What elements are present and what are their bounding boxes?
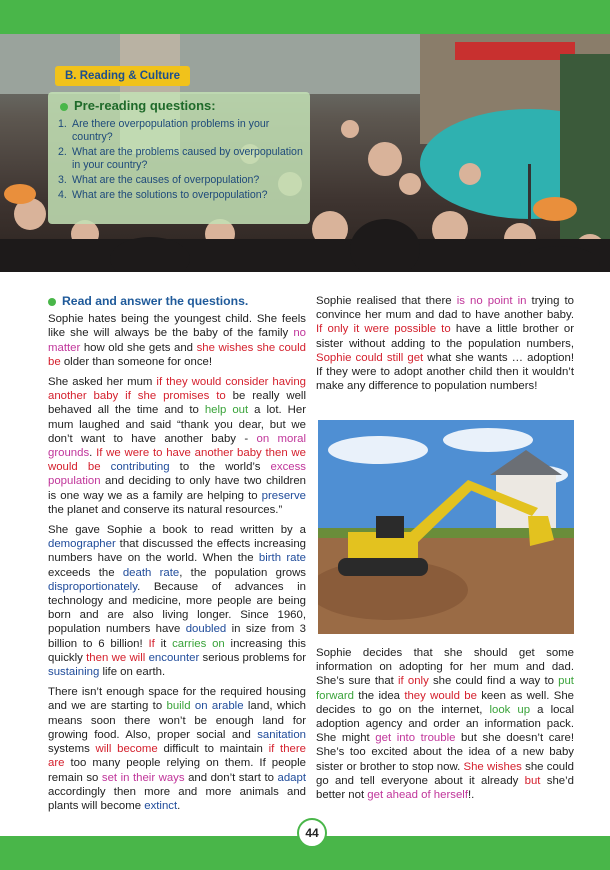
- list-item: 3. What are the causes of overpopulation?: [58, 174, 260, 186]
- list-item: 4. What are the solutions to overpopulation?: [58, 189, 268, 201]
- paragraph: Sophie hates being the youngest child. She feels like she will always be the baby of the family no matter how old she gets and she wishes she could be older than someone for once!: [48, 313, 307, 368]
- list-item: 2. What are the problems caused by overpopulation in your country?: [58, 146, 303, 171]
- section-tag: B. Reading & Culture: [55, 66, 190, 86]
- top-green-bar: [0, 0, 610, 34]
- prereading-heading: Pre-reading questions:: [60, 98, 216, 113]
- list-item: 1. Are there overpopulation problems in your country?: [58, 118, 270, 143]
- bullet-icon: [60, 103, 68, 111]
- right-column: [316, 294, 574, 399]
- paragraph: She gave Sophie a book to read written by a demographer that discussed the effects increasing numbers have on the world. When the birth rate exceeds the death rate, the population grows disproportionately. Because of advances in technology and medicine, more people are being born and are also living longer. Since 1960, population numbers have doubled in size from 3 billion to 6 billion! If it carries on increasing this quickly then we will encounter serious problems for sustaining life on earth.: [48, 524, 306, 679]
- prereading-list: [58, 118, 306, 204]
- excavator-photo: [318, 420, 574, 634]
- paragraph: Sophie decides that she should get some information on adopting for her mum and dad. She’s sure that if only she could find a way to put forward the idea they would be keen as well. She decides to go on the internet, look up a local adoption agency and order an information pack. She might get into trouble but she doesn’t care! She’s too excited about the idea of a new baby sister or brother to stop now. She wishes she could go and tell everyone about it already but she’d better not get ahead of herself!.: [316, 647, 575, 802]
- paragraph: She asked her mum if they would consider having another baby if she promises to be really well behaved all the time and to help out a lot. Her mum laughed and said “thank you dear, but we don’t want to have another baby - on moral grounds. If we were to have another baby then we would be contributing to the world’s excess population and deciding to only have two children is one way we as a family are helping to preserve the planet and conserve its natural resources.”: [48, 376, 306, 516]
- paragraph: Sophie realised that there is no point in trying to convince her mum and dad to have another baby. If only it were possible to have a little brother or sister without adding to the population numbers, Sophie could still get what she wants … adoption! If they were to adopt another child then it wouldn’t make any difference to population numbers!: [316, 295, 574, 393]
- left-column: [48, 294, 306, 819]
- page-number: 44: [297, 818, 327, 848]
- paragraph: There isn’t enough space for the required housing and we are starting to build on arable land, which means soon there won’t be enough land for growing food. Also, proper social and sanitation systems will become difficult to maintain if there are too many people relying on them. If people remain so set in their ways and don’t start to adapt accordingly then more and more animals and plants will become extinct.: [48, 686, 307, 812]
- prereading-box: [48, 92, 310, 224]
- right-column-lower: [316, 646, 574, 802]
- read-heading: Read and answer the questions.: [48, 294, 306, 308]
- bullet-icon: [48, 298, 56, 306]
